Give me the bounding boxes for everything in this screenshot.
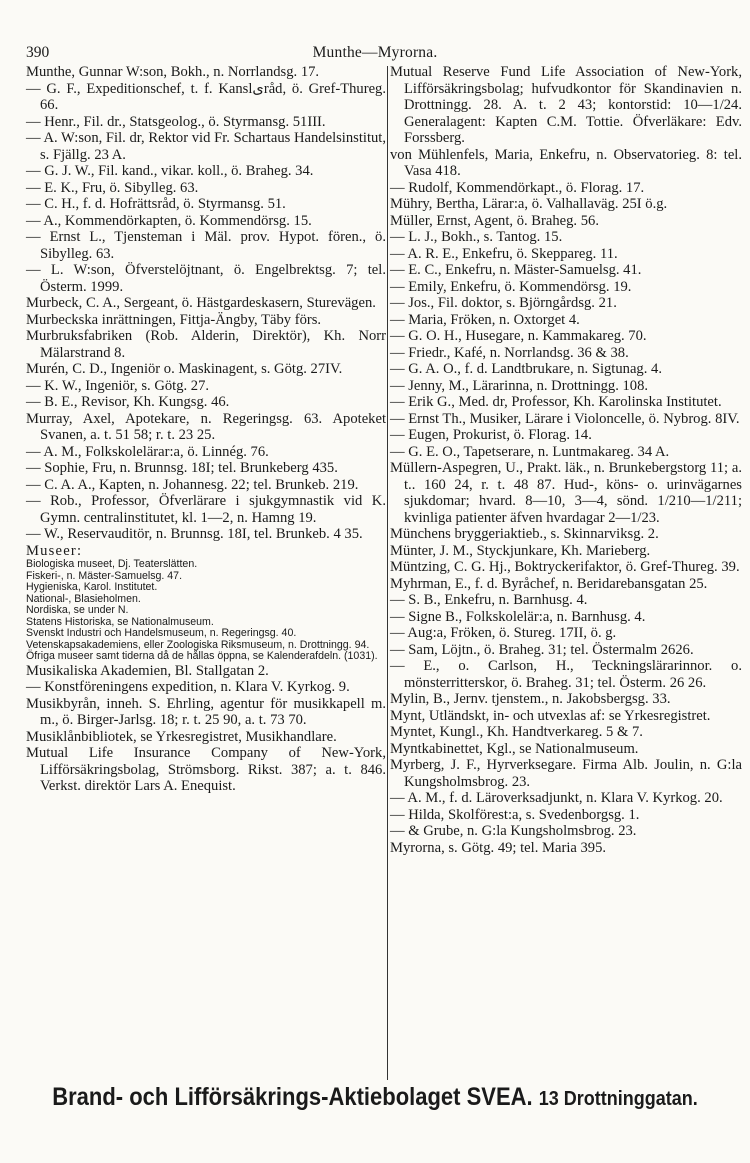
directory-entry: Musikbyrån, inneh. S. Ehrling, agentur för musikkapell m. m., ö. Birger-Jarlsg. 18; r. t. 25 90, a. t. 73 70. <box>26 695 386 728</box>
directory-entry: Munthe, Gunnar W:son, Bokh., n. Norrlandsg. 17. <box>26 64 320 80</box>
right-column <box>390 64 742 856</box>
directory-entry: Müllern-Aspegren, U., Prakt. läk., n. Brunkebergstorg 11; a. t.. 160 24, r. t. 48 87. Hud-, köns- o. urinvägarnes sjukdomar; hvard. 8—10, 3—4, sönd. 1/210—1/211; kvinliga patienter äfven hvardagar 2—1/23. <box>390 460 742 526</box>
page-number: 390 <box>26 44 50 61</box>
directory-entry: von Mühlenfels, Maria, Enkefru, n. Observatorieg. 8: tel. Vasa 418. <box>390 146 742 179</box>
directory-entry: — G. J. W., Fil. kand., vikar. koll., ö. Braheg. 34. <box>26 163 314 179</box>
directory-entry: — Sam, Löjtn., ö. Braheg. 31; tel. Östermalm 2626. <box>390 641 694 658</box>
directory-entry: — & Grube, n. G:la Kungsholmsbrog. 23. <box>390 823 637 839</box>
museum-entry: Nordiska, se under N. <box>26 604 129 616</box>
directory-entry: — L. J., Bokh., s. Tantog. 15. <box>390 229 563 245</box>
museum-entry: Öfriga museer samt tiderna då de hållas öppna, se Kalenderafdeln. (1031). <box>26 650 378 662</box>
directory-entry: — L. W:son, Öfverstelöjtnant, ö. Engelbrektsg. 7; tel. Österm. 1999. <box>26 262 386 295</box>
museum-entry: Fiskeri-, n. Mäster-Samuelsg. 47. <box>26 569 183 582</box>
directory-entry: — A. M., Folkskolelärar:a, ö. Linnég. 76. <box>26 443 269 460</box>
directory-entry: — G. O. H., Husegare, n. Kammakareg. 70. <box>390 328 647 344</box>
directory-entry: — A. R. E., Enkefru, ö. Skeppareg. 11. <box>390 245 618 262</box>
directory-entry: — Eugen, Prokurist, ö. Florag. 14. <box>390 427 592 443</box>
directory-entry: — Signe B., Folkskolelär:a, n. Barnhusg. 4. <box>390 608 646 625</box>
directory-entry: Münter, J. M., Styckjunkare, Kh. Marieberg. <box>390 542 651 559</box>
directory-entry: — Emily, Enkefru, ö. Kommendörsg. 19. <box>390 278 632 295</box>
advert-company-name: Brand- och Lifförsäkrings-Aktiebolaget SVEA. <box>52 1082 533 1111</box>
directory-entry: — G. A. O., f. d. Landtbrukare, n. Sigtunag. 4. <box>390 361 662 377</box>
directory-entry: Musiklånbibliotek, se Yrkesregistret, Musikhandlare. <box>26 728 337 745</box>
directory-entry: — C. H., f. d. Hofrättsråd, ö. Styrmansg. 51. <box>26 196 286 212</box>
directory-entry: — Maria, Fröken, n. Oxtorget 4. <box>390 311 580 328</box>
directory-entry: Myrberg, J. F., Hyrverksegare. Firma Alb. Joulin, n. G:la Kungsholmsbrog. 23. <box>390 757 742 790</box>
directory-entry: — E., o. Carlson, H., Teckningslärarinnor. o. mönsterritterskor, ö. Braheg. 31; tel. Österm. 26 26. <box>390 658 742 691</box>
directory-entry: — A. W:son, Fil. dr, Rektor vid Fr. Schartaus Handelsinstitut, s. Fjällg. 23 A. <box>26 130 386 163</box>
directory-entry: — Henr., Fil. dr., Statsgeolog., ö. Styrmansg. 51III. <box>26 113 326 130</box>
running-title: Munthe—Myrorna. <box>312 44 438 61</box>
museum-entry: Statens Historiska, se Nationalmuseum. <box>26 615 214 628</box>
directory-entry: — Hilda, Skolförest:a, s. Svedenborgsg. 1. <box>390 806 640 823</box>
directory-entry: Münchens bryggeriaktieb., s. Skinnarviksg. 2. <box>390 526 659 542</box>
directory-entry: — Jos., Fil. doktor, s. Björngårdsg. 21. <box>390 295 617 311</box>
directory-entry: Murray, Axel, Apotekare, n. Regeringsg. 63. Apoteket Svanen, a. t. 51 58; r. t. 23 25. <box>26 410 386 443</box>
directory-entry: — Friedr., Kafé, n. Norrlandsg. 36 & 38. <box>390 344 629 361</box>
directory-entry: — Aug:a, Fröken, ö. Stureg. 17II, ö. g. <box>390 625 617 641</box>
directory-entry: Myntkabinettet, Kgl., se Nationalmuseum. <box>390 740 639 757</box>
directory-entry: — Jenny, M., Lärarinna, n. Drottningg. 108. <box>390 377 649 394</box>
directory-entry: Müller, Ernst, Agent, ö. Braheg. 56. <box>390 212 599 229</box>
directory-entry: Musikaliska Akademien, Bl. Stallgatan 2. <box>26 662 269 679</box>
directory-entry: Murbruksfabriken (Rob. Alderin, Direktör), Kh. Norr Mälarstrand 8. <box>26 328 386 361</box>
section-heading-museer: Museer: <box>26 542 83 559</box>
directory-entry: Mynt, Utländskt, in- och utvexlas af: se Yrkesregistret. <box>390 707 711 724</box>
directory-entry: — G. E. O., Tapetserare, n. Luntmakareg. 34 A. <box>390 443 670 460</box>
directory-entry: — A. M., f. d. Läroverksadjunkt, n. Klara V. Kyrkog. 20. <box>390 790 723 806</box>
directory-entry: — B. E., Revisor, Kh. Kungsg. 46. <box>26 394 230 410</box>
directory-entry: — Rudolf, Kommendörkapt., ö. Florag. 17. <box>390 179 645 196</box>
directory-entry: — A., Kommendörkapten, ö. Kommendörsg. 15. <box>26 212 312 229</box>
column-divider <box>387 66 388 1080</box>
directory-entry: — Konstföreningens expedition, n. Klara V. Kyrkog. 9. <box>26 679 350 695</box>
directory-entry: — E. K., Fru, ö. Sibylleg. 63. <box>26 179 199 196</box>
directory-entry: Murbeckska inrättningen, Fittja-Ängby, Täby förs. <box>26 311 322 328</box>
advert-address: 13 Drottninggatan. <box>538 1086 698 1110</box>
directory-entry: Mutual Life Insurance Company of New-York, Lifförsäkringsbolag, Strömsborg. Rikst. 387; a. t. 846. Verkst. direktör Lars A. Enequist. <box>26 745 386 794</box>
directory-entry: Mühry, Bertha, Lärar:a, ö. Valhallaväg. 25I ö.g. <box>390 196 668 212</box>
directory-entry: — Rob., Professor, Öfverlärare i sjukgymnastik vid K. Gymn. centralinstitutet, kl. 1—2, n. Hamng 19. <box>26 493 386 526</box>
directory-entry: Murén, C. D., Ingeniör o. Maskinagent, s. Götg. 27IV. <box>26 361 343 377</box>
museum-entry: Biologiska museet, Dj. Teaterslätten. <box>26 558 198 570</box>
directory-entry: Mutual Reserve Fund Life Association of New-York, Lifförsäkringsbolag; hufvudkontor för Skandinavien n. Drottningg. 28. A. t. 2 43; kontorstid: 10—1/24. Generalagent: Kapten C.M. Tottie. Öfverläkare: Edv. Forssberg. <box>390 64 742 146</box>
directory-entry: — S. B., Enkefru, n. Barnhusg. 4. <box>390 592 588 608</box>
directory-entry: — Ernst Th., Musiker, Lärare i Violoncelle, ö. Nybrog. 8IV. <box>390 410 740 427</box>
footer-advertisement <box>0 1082 750 1112</box>
directory-entry: — C. A. A., Kapten, n. Johannesg. 22; tel. Brunkeb. 219. <box>26 476 359 493</box>
museum-entry: Hygieniska, Karol. Institutet. <box>26 581 158 593</box>
directory-entry: — G. F., Expeditionschef, t. f. Kanslیråd, ö. Gref-Thureg. 66. <box>26 80 387 113</box>
directory-entry: — Ernst L., Tjensteman i Mäl. prov. Hypot. fören., ö. Sibylleg. 63. <box>26 229 386 262</box>
museum-entry: Svenskt Industri och Handelsmuseum, n. Regeringsg. 40. <box>26 627 297 639</box>
directory-entry: Mylin, B., Jernv. tjenstem., n. Jakobsbergsg. 33. <box>390 691 671 707</box>
directory-entry: Myhrman, E., f. d. Byråchef, n. Beridarebansgatan 25. <box>390 575 708 592</box>
museum-entry: Vetenskapsakademiens, eller Zoologiska Riksmuseum, n. Drottningg. 94. <box>26 638 370 651</box>
directory-entry: — W., Reservauditör, n. Brunnsg. 18I, tel. Brunkeb. 4 35. <box>26 526 363 542</box>
directory-entry: Myrorna, s. Götg. 49; tel. Maria 395. <box>390 839 607 856</box>
directory-entry: — E. C., Enkefru, n. Mäster-Samuelsg. 41. <box>390 262 642 278</box>
directory-entry: — Sophie, Fru, n. Brunnsg. 18I; tel. Brunkeberg 435. <box>26 460 338 476</box>
directory-entry: — Erik G., Med. dr, Professor, Kh. Karolinska Institutet. <box>390 394 722 410</box>
directory-entry: — K. W., Ingeniör, s. Götg. 27. <box>26 377 210 394</box>
left-column <box>26 64 386 795</box>
museum-entry: National-, Blasieholmen. <box>26 592 141 605</box>
directory-entry: Müntzing, C. G. Hj., Boktryckerifaktor, ö. Gref-Thureg. 39. <box>390 559 740 575</box>
directory-entry: Murbeck, C. A., Sergeant, ö. Hästgardeskasern, Sturevägen. <box>26 295 376 311</box>
directory-entry: Myntet, Kungl., Kh. Handtverkareg. 5 & 7. <box>390 724 643 740</box>
